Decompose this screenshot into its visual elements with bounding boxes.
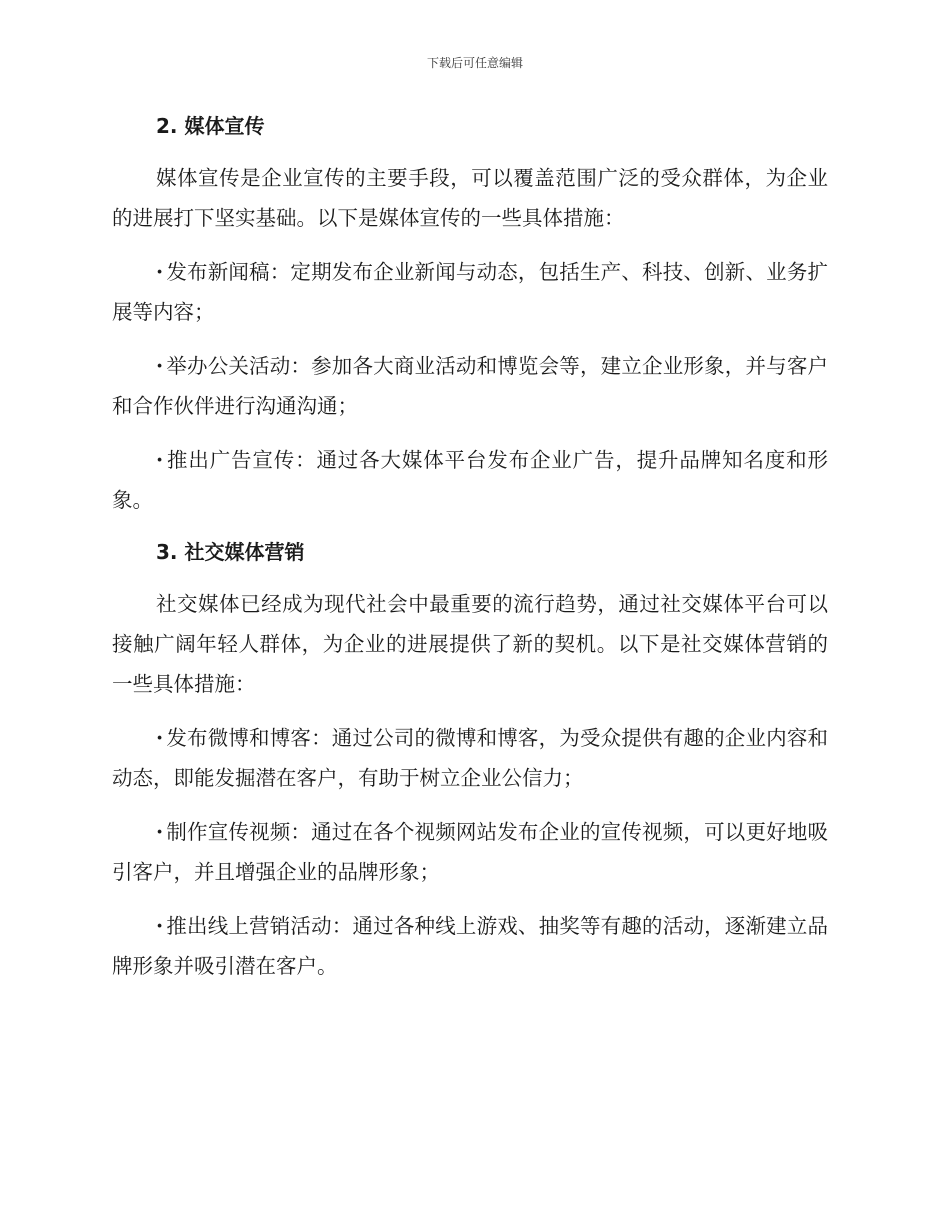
page-header: 下载后可任意编辑	[426, 56, 523, 70]
section-heading: 3. 社交媒体营销	[156, 540, 305, 564]
document-body	[112, 108, 828, 1000]
bullet-item	[112, 346, 828, 426]
section-intro: 社交媒体已经成为现代社会中最重要的流行趋势，通过社交媒体平台可以接触广阔年轻人群体，为企业的进展提供了新的契机。以下是社交媒体营销的一些具体措施：	[112, 592, 828, 696]
bullet-text: 制作宣传视频：通过在各个视频网站发布企业的宣传视频，可以更好地吸引客户，并且增强企业的品牌形象；	[112, 820, 828, 884]
bullet-dot-icon: ·	[156, 914, 164, 938]
bullet-dot-icon: ·	[156, 354, 164, 378]
bullet-item	[112, 812, 828, 892]
bullet-dot-icon: ·	[156, 260, 164, 284]
bullet-text: 发布新闻稿：定期发布企业新闻与动态，包括生产、科技、创新、业务扩展等内容；	[112, 260, 828, 324]
bullet-text: 推出广告宣传：通过各大媒体平台发布企业广告，提升品牌知名度和形象。	[112, 448, 828, 512]
bullet-item	[112, 252, 828, 332]
bullet-dot-icon: ·	[156, 820, 164, 844]
bullet-dot-icon: ·	[156, 726, 164, 750]
bullet-item	[112, 906, 828, 986]
section-media-promotion	[112, 108, 828, 520]
section-intro: 媒体宣传是企业宣传的主要手段，可以覆盖范围广泛的受众群体，为企业的进展打下坚实基础。以下是媒体宣传的一些具体措施：	[112, 166, 828, 230]
section-heading: 2. 媒体宣传	[156, 114, 265, 138]
bullet-text: 举办公关活动：参加各大商业活动和博览会等，建立企业形象，并与客户和合作伙伴进行沟通沟通；	[112, 354, 828, 418]
section-social-media-marketing	[112, 534, 828, 986]
bullet-text: 推出线上营销活动：通过各种线上游戏、抽奖等有趣的活动，逐渐建立品牌形象并吸引潜在客户。	[112, 914, 828, 978]
bullet-item	[112, 718, 828, 798]
bullet-dot-icon: ·	[156, 448, 164, 472]
bullet-text: 发布微博和博客：通过公司的微博和博客，为受众提供有趣的企业内容和动态，即能发掘潜在客户，有助于树立企业公信力；	[112, 726, 828, 790]
bullet-item	[112, 440, 828, 520]
